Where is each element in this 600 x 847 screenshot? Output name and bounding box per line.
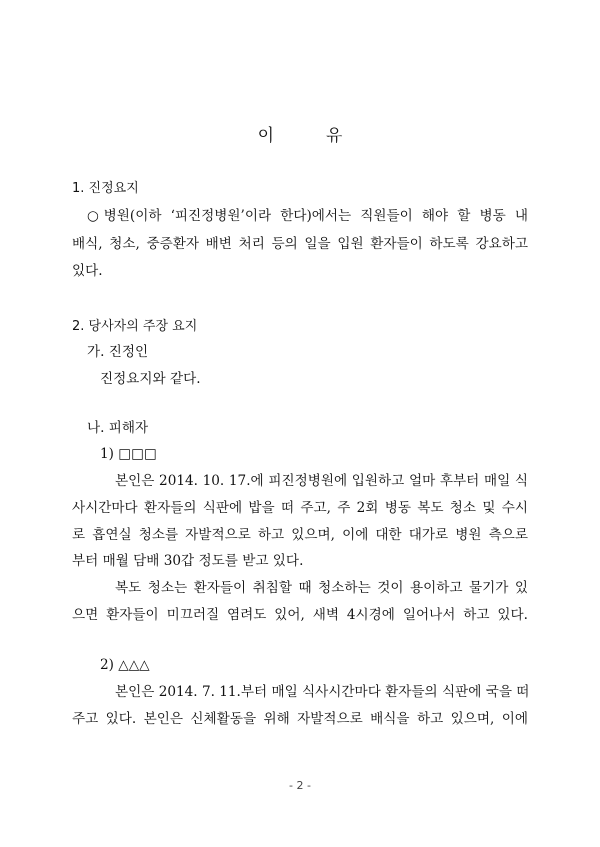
item1-para1-line-2: 사시간마다 환자들의 식판에 밥을 떠 주고, 주 2회 병동 복도 청소 및 수시 bbox=[72, 500, 528, 516]
page-number: - 2 - bbox=[289, 779, 311, 792]
item1-para2-line-2: 으면 환자들이 미끄러질 염려도 있어, 새벽 4시경에 일어나서 하고 있다. bbox=[72, 607, 528, 623]
section1-line-2: 배식, 청소, 중증환자 배변 처리 등의 일을 입원 환자들이 하도록 강요하고 bbox=[72, 236, 528, 252]
subsection-na-label: 나. 피해자 bbox=[87, 420, 149, 436]
item2-label: 2) △△△ bbox=[100, 657, 150, 673]
item2-para1-line-2: 주고 있다. 본인은 신체활동을 위해 자발적으로 배식을 하고 있으며, 이에 bbox=[72, 711, 528, 727]
item2-para1-line-1: 본인은 2014. 7. 11.부터 매일 식사시간마다 환자들의 식판에 국을 떠 bbox=[115, 684, 530, 700]
page-title bbox=[0, 121, 600, 146]
section1-line-1: ○병원(이하 ‘피진정병원’이라 한다)에서는 직원들이 해야 할 병동 내 bbox=[87, 208, 528, 224]
section1-heading: 1. 진정요지 bbox=[72, 181, 139, 196]
section2-heading: 2. 당사자의 주장 요지 bbox=[72, 319, 198, 334]
item1-para2-line-1: 복도 청소는 환자들이 취침할 때 청소하는 것이 용이하고 물기가 있 bbox=[115, 580, 528, 596]
subsection-ga-text: 진정요지와 같다. bbox=[100, 371, 201, 387]
item1-para1-line-1: 본인은 2014. 10. 17.에 피진정병원에 입원하고 얼마 후부터 매일 식 bbox=[115, 473, 528, 489]
subsection-ga-label: 가. 진정인 bbox=[87, 344, 149, 360]
item1-para1-line-4: 부터 매월 담배 30갑 정도를 받고 있다. bbox=[72, 553, 304, 569]
title-right-char: 유 bbox=[326, 126, 343, 146]
item1-label: 1) □□□ bbox=[100, 446, 157, 462]
item1-para1-line-3: 로 흡연실 청소를 자발적으로 하고 있으며, 이에 대한 대가로 병원 측으로 bbox=[72, 527, 528, 543]
section1-line-3: 있다. bbox=[72, 263, 103, 279]
title-left-char: 이 bbox=[257, 126, 274, 146]
